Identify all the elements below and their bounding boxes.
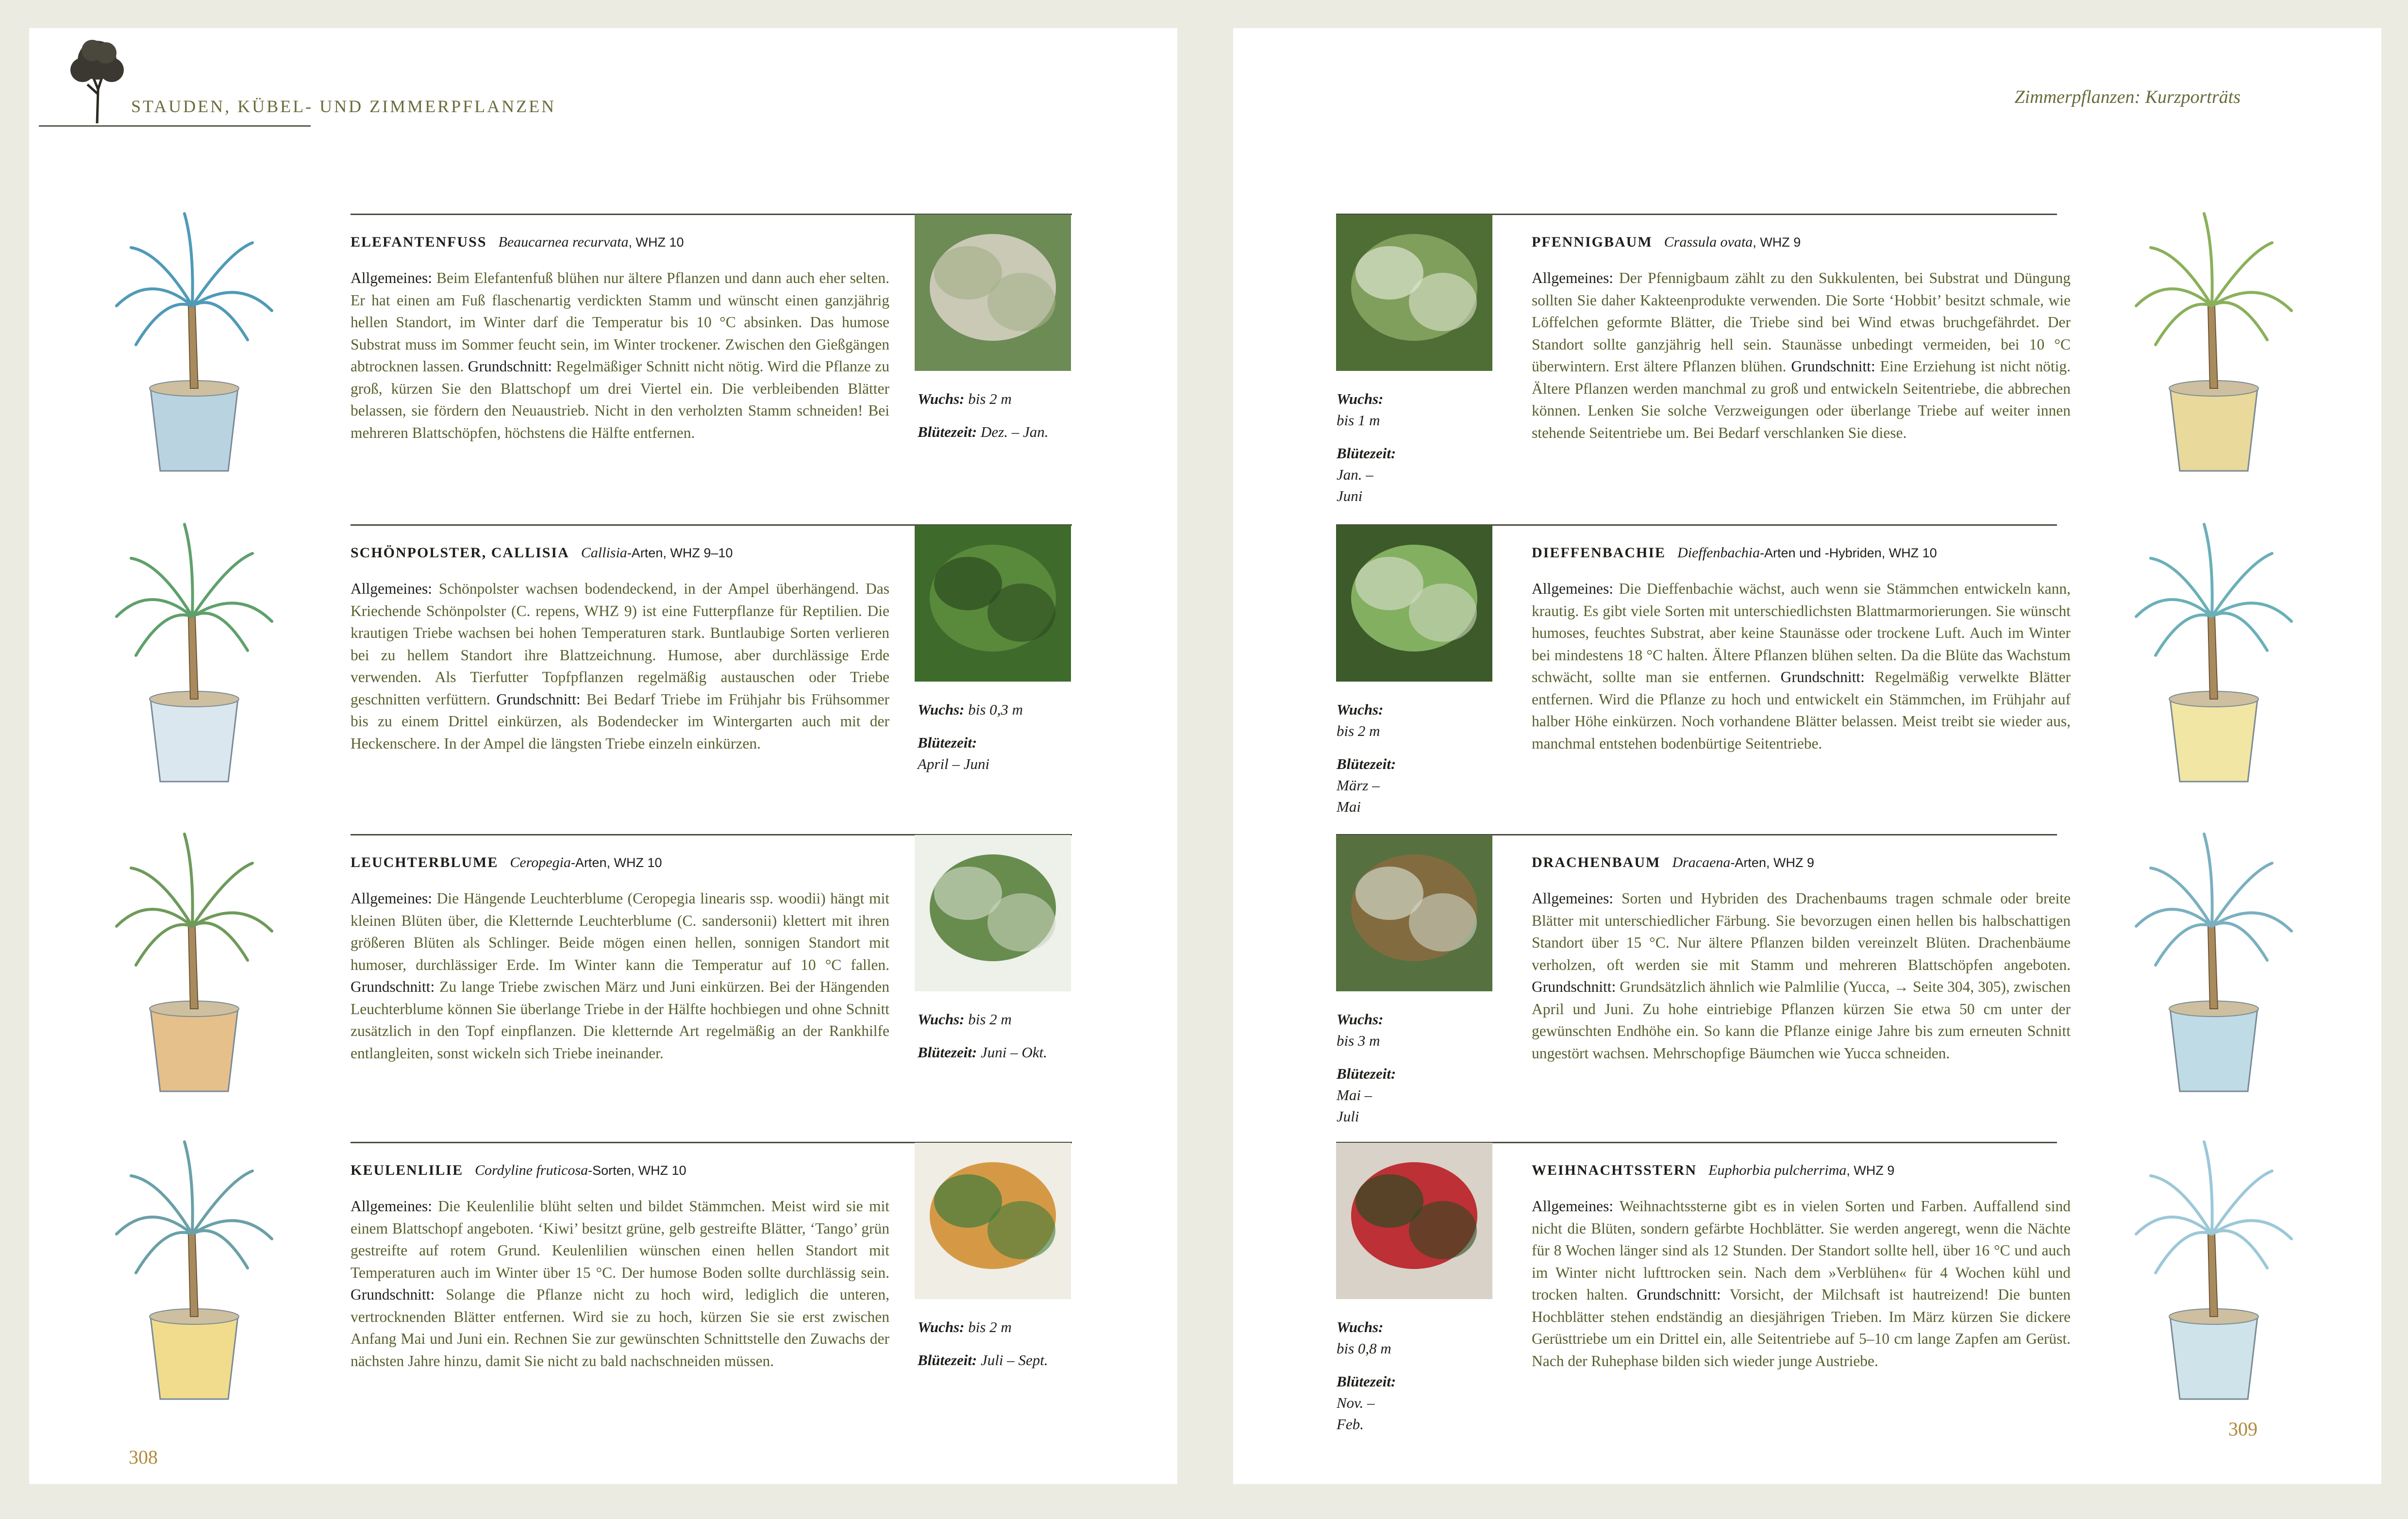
plant-photo: [1336, 835, 1492, 991]
entry-hardiness-zone: , WHZ 10: [631, 1163, 686, 1178]
pruning-text: Vorsicht, der Milchsaft ist hautreizend! Die bunten Hochblätter stehen endständig an diesjährigen Trieben. Im März kürzen Sie dickere Gerüsttriebe um ein Drittel ein, alle Seitentriebe auf 5–10 cm lange Zapfen am Gerüst. Nach der Ruhephase bilden sich wieder junge Austriebe.: [1532, 1286, 2071, 1369]
pruning-text: Solange die Pflanze nicht zu hoch wird, lediglich die unteren, vertrocknenden Blätter entfernen. Wird sie zu hoch, kürzen Sie sie erst zwischen Anfang Mai und Juni ein. Rechnen Sie zur gewünschten Schnittstelle den Zuwachs der nächsten Jahre hinzu, damit Sie nicht zu bald nachschneiden müssen.: [351, 1286, 889, 1369]
bloom-value: Nov. – Feb.: [1337, 1394, 1375, 1433]
general-label: Allgemeines:: [351, 1198, 432, 1215]
entry-description: [1532, 1195, 2071, 1372]
general-label: Allgemeines:: [351, 580, 432, 597]
entry-latin-name: Beaucarnea recurvata: [498, 234, 629, 250]
entry-latin-suffix: -Arten: [627, 546, 663, 560]
pruning-label: Grundschnitt:: [468, 358, 552, 375]
entry-title: [351, 854, 662, 871]
entry-title: [351, 234, 684, 250]
general-label: Allgemeines:: [1532, 890, 1613, 907]
entry-latin-name: Dieffenbachia: [1677, 545, 1760, 561]
bloom-value: Juni – Okt.: [981, 1044, 1047, 1061]
entry-latin-name: Dracaena: [1672, 854, 1731, 870]
entry-description: [1532, 578, 2071, 754]
entry-latin-suffix: -Arten: [1730, 855, 1766, 870]
growth-label: Wuchs:: [918, 1319, 965, 1335]
entry-title: [351, 1162, 686, 1179]
plant-photo: [1336, 1143, 1492, 1299]
growth-label: Wuchs:: [918, 1011, 965, 1028]
entry-hardiness-zone: , WHZ 9: [1766, 855, 1814, 870]
growth-value: bis 2 m: [968, 1011, 1012, 1028]
growth-value: bis 2 m: [968, 390, 1012, 407]
bloom-value: April – Juni: [918, 755, 990, 772]
bloom-value: März – Mai: [1337, 777, 1380, 815]
growth-value: bis 2 m: [968, 1319, 1012, 1335]
growth-value: bis 0,3 m: [968, 701, 1023, 718]
general-text: Die Dieffenbachie wächst, auch wenn sie Stämmchen entwickeln kann, krautig. Es gibt viele Sorten mit unterschiedlichsten Blattmarmorierungen. Sie wünscht humoses, feuchtes Substrat, aber keine Staunässe oder trockene Luft. Auch im Winter bei mindestens 18 °C halten. Ältere Pflanzen blühen selten. Da die Blüte das Wachstum schwächt, sollte man sie entfernen.: [1532, 580, 2071, 685]
entry-hardiness-zone: , WHZ 10: [606, 855, 662, 870]
bloom-label: Blütezeit:: [1337, 445, 1396, 462]
growth-label: Wuchs:: [1337, 1319, 1384, 1335]
entry-title: [351, 545, 733, 561]
pruning-text: Eine Erziehung ist nicht nötig. Ältere Pflanzen werden manchmal zu groß und entwickeln Seitentriebe, die abbrechen können. Lenken Sie solche Verzweigungen oder überlange Triebe auf weiter innen stehende Seitentriebe um. Bei Bedarf verschlanken Sie diese.: [1532, 358, 2071, 441]
entry-description: [1532, 887, 2071, 1064]
general-label: Allgemeines:: [1532, 1198, 1613, 1215]
plant-illustration: [63, 505, 325, 786]
growth-value: bis 1 m: [1337, 412, 1380, 429]
growth-label: Wuchs:: [1337, 701, 1384, 718]
general-text: Weihnachtssterne gibt es in vielen Sorten und Farben. Auffallend sind nicht die Blüten, sondern gefärbte Hochblätter. Sie werden angeregt, wenn die Nächte für 8 Wochen länger sind als 12 Stunden. Der Standort sollte hell, über 16 °C und auch im Winter nicht lufttrocken sein. Nach dem »Verblühen« für 4 Wochen kühl und trocken halten.: [1532, 1198, 2071, 1303]
entry-description: [351, 1195, 889, 1372]
entry-name: LEUCHTERBLUME: [351, 854, 499, 870]
growth-label: Wuchs:: [918, 390, 965, 407]
growth-label: Wuchs:: [1337, 1011, 1384, 1028]
bloom-label: Blütezeit:: [918, 1352, 977, 1369]
entry-latin-suffix: -Sorten: [588, 1163, 631, 1178]
growth-label: Wuchs:: [918, 701, 965, 718]
header-divider: [39, 125, 311, 127]
entry-latin-name: Crassula ovata: [1664, 234, 1753, 250]
pruning-label: Grundschnitt:: [351, 978, 435, 995]
bloom-value: Mai – Juli: [1337, 1086, 1372, 1125]
bloom-value: Juli – Sept.: [981, 1352, 1048, 1369]
plant-facts: [918, 388, 1049, 443]
entry-hardiness-zone: , WHZ 10: [628, 235, 684, 250]
general-label: Allgemeines:: [1532, 580, 1613, 597]
entry-name: ELEFANTENFUSS: [351, 234, 487, 250]
pruning-label: Grundschnitt:: [1637, 1286, 1721, 1303]
plant-photo: [915, 525, 1071, 682]
bloom-value: Jan. – Juni: [1337, 466, 1373, 504]
pruning-text: Grundsätzlich ähnlich wie Palmlilie (Yucca, → Seite 304, 305), zwischen April und Juni. Zu hohe eintriebige Pflanzen kürzen Sie etwa 50 cm unter der gewünschten Endhöhe ein. So kann die Pflanze einige Jahre bis zum erneuten Schnitt ungestört wachsen. Mehrschopfige Bäumchen wie Yucca schneiden.: [1532, 978, 2071, 1062]
plant-photo: [915, 1143, 1071, 1299]
bloom-label: Blütezeit:: [1337, 755, 1396, 772]
pruning-label: Grundschnitt:: [1532, 978, 1616, 995]
plant-illustration: [2083, 815, 2345, 1096]
plant-facts: [918, 1009, 1047, 1063]
general-text: Der Pfennigbaum zählt zu den Sukkulenten, bei Substrat und Düngung sollten Sie daher Kakteenprodukte verwenden. Die Sorte ‘Hobbit’ besitzt schmale, wie Löffelchen geformte Blätter, die Triebe sind bei Wind etwas bruchgefährdet. Der Standort sollte ganzjährig hell sein. Staunässe unbedingt vermeiden, bei 10 °C überwintern. Erst ältere Pflanzen blühen.: [1532, 269, 2071, 375]
entry-latin-name: Euphorbia pulcherrima: [1708, 1162, 1847, 1178]
entry-name: DRACHENBAUM: [1532, 854, 1661, 870]
entry-name: KEULENLILIE: [351, 1162, 464, 1178]
bloom-label: Blütezeit:: [1337, 1065, 1396, 1082]
entry-hardiness-zone: , WHZ 9: [1753, 235, 1801, 250]
entry-title: [1532, 545, 1937, 561]
entry-description: [351, 887, 889, 1064]
growth-value: bis 2 m: [1337, 722, 1380, 739]
bloom-value: Dez. – Jan.: [981, 423, 1049, 440]
general-label: Allgemeines:: [351, 269, 432, 286]
plant-photo: [1336, 525, 1492, 682]
bloom-label: Blütezeit:: [918, 734, 977, 751]
plant-illustration: [63, 1122, 325, 1404]
tree-logo-icon: [63, 31, 131, 128]
general-text: Beim Elefantenfuß blühen nur ältere Pflanzen und dann auch eher selten. Er hat einen am Fuß flaschenartig verdickten Stamm und wünscht einen ganzjährig hellen Standort, im Winter darf die Temperatur bis 10 °C absinken. Das humose Substrat muss im Sommer feucht sein, im Winter trockener. Zwischen den Gießgängen abtrocknen lassen.: [351, 269, 889, 375]
plant-facts: [918, 699, 1023, 775]
general-text: Schönpolster wachsen bodendeckend, in der Ampel überhängend. Das Kriechende Schönpolster (C. repens, WHZ 9) ist eine Futterpflanze für Reptilien. Die krautigen Triebe wachsen bei hohen Temperaturen stark. Buntlaubige Sorten verlieren bei zu hellem Standort ihre Blattzeichnung. Humose, aber durchlässige Erde verwenden. Als Tierfutter Topfpflanzen regelmäßig austauschen oder Triebe geschnitten verfüttern.: [351, 580, 889, 708]
entry-description: [351, 267, 889, 444]
plant-photo: [915, 215, 1071, 371]
pruning-text: Bei Bedarf Triebe im Frühjahr bis Frühsommer bis zu einem Drittel einkürzen, als Bodendecker im Wintergarten auch mit der Heckenschere. In der Ampel die längsten Triebe einzeln einkürzen.: [351, 690, 889, 752]
pruning-label: Grundschnitt:: [351, 1286, 435, 1303]
plant-photo: [915, 835, 1071, 991]
plant-illustration: [2083, 505, 2345, 786]
plant-photo: [1336, 215, 1492, 371]
pruning-label: Grundschnitt:: [1791, 358, 1875, 375]
growth-value: bis 3 m: [1337, 1032, 1380, 1049]
entry-name: SCHÖNPOLSTER, CALLISIA: [351, 545, 569, 561]
entry-hardiness-zone: , WHZ 9–10: [663, 546, 733, 560]
plant-facts: [1337, 1317, 1396, 1435]
entry-name: DIEFFENBACHIE: [1532, 545, 1666, 561]
growth-label: Wuchs:: [1337, 390, 1384, 407]
general-label: Allgemeines:: [1532, 269, 1613, 286]
plant-illustration: [2083, 1122, 2345, 1404]
entry-name: PFENNIGBAUM: [1532, 234, 1653, 250]
entry-description: [351, 578, 889, 754]
page-number: 308: [129, 1446, 158, 1468]
entry-title: [1532, 1162, 1894, 1179]
entry-name: WEIHNACHTSSTERN: [1532, 1162, 1697, 1178]
entry-latin-suffix: -Arten: [570, 855, 607, 870]
bloom-label: Blütezeit:: [918, 1044, 977, 1061]
general-text: Sorten und Hybriden des Drachenbaums tragen schmale oder breite Blätter mit unterschiedlicher Färbung. Sie bevorzugen einen hellen bis halbschattigen Standort über 15 °C. Nur ältere Pflanzen bilden vereinzelt Blüten. Drachenbäume verholzen, oft werden sie mit Stamm und mehreren Blattschöpfen angeboten.: [1532, 890, 2071, 973]
general-text: Die Keulenlilie blüht selten und bildet Stämmchen. Meist wird sie mit einem Blattschopf angeboten. ‘Kiwi’ besitzt grüne, gelb gestreifte Blätter, ‘Tango’ grün gestreifte auf rotem Grund. Keulenlilien wünschen einen hellen Standort mit Temperaturen auch im Winter über 15 °C. Der humose Boden sollte durchlässig sein.: [351, 1198, 889, 1281]
plant-illustration: [63, 815, 325, 1096]
bloom-label: Blütezeit:: [1337, 1373, 1396, 1390]
entry-title: [1532, 854, 1814, 871]
page-header: Zimmerpflanzen: Kurzporträts: [2014, 87, 2241, 107]
entry-latin-name: Callisia: [581, 545, 627, 561]
general-text: Die Hängende Leuchterblume (Ceropegia linearis ssp. woodii) hängt mit kleinen Blüten über, die Kletternde Leuchterblume (C. sandersonii) klettert mit ihren größeren Blüten als Schlinger. Beide mögen einen hellen, sonnigen Standort mit humoser, durchlässiger Erde. Im Winter kann die Temperatur auf 10 °C fallen.: [351, 890, 889, 973]
plant-facts: [1337, 699, 1396, 818]
page-number: 309: [2228, 1418, 2258, 1440]
entry-title: [1532, 234, 1801, 250]
entry-latin-suffix: -Arten und -Hybriden: [1760, 546, 1882, 560]
plant-facts: [1337, 388, 1396, 507]
plant-facts: [918, 1317, 1048, 1371]
pruning-label: Grundschnitt:: [496, 690, 581, 708]
entry-latin-name: Cordyline fruticosa: [475, 1162, 588, 1178]
pruning-text: Regelmäßig verwelkte Blätter entfernen. Wird die Pflanze zu hoch und entwickelt ein Stämmchen, im Frühjahr auf halber Höhe einkürzen. Noch vorhandene Blätter belassen. Meist treibt sie wieder aus, manchmal entstehen bodenbürtige Seitentriebe.: [1532, 668, 2071, 752]
plant-illustration: [63, 194, 325, 476]
bloom-label: Blütezeit:: [918, 423, 977, 440]
growth-value: bis 0,8 m: [1337, 1340, 1391, 1357]
entry-hardiness-zone: , WHZ 10: [1881, 546, 1937, 560]
page-header: STAUDEN, KÜBEL- UND ZIMMERPFLANZEN: [131, 97, 556, 116]
entry-latin-name: Ceropegia: [510, 854, 571, 870]
plant-illustration: [2083, 194, 2345, 476]
plant-facts: [1337, 1009, 1396, 1127]
pruning-text: Zu lange Triebe zwischen März und Juni einkürzen. Bei der Hängenden Leuchterblume können Sie überlange Triebe in der Hälfte hochbiegen und ohne Schnitt zusätzlich in den Topf einpflanzen. Die kletternde Art regelmäßig an der Rankhilfe entlangleiten, sonst wickeln sich Triebe ineinander.: [351, 978, 889, 1062]
entry-hardiness-zone: , WHZ 9: [1846, 1163, 1895, 1178]
entry-description: [1532, 267, 2071, 444]
general-label: Allgemeines:: [351, 890, 432, 907]
pruning-text: Regelmäßiger Schnitt nicht nötig. Wird die Pflanze zu groß, kürzen Sie den Blattschopf um drei Viertel ein. Die verbleibenden Blätter belassen, sie fördern den Neuaustrieb. Nicht in den verholzten Stamm schneiden! Bei mehreren Blattschöpfen, höchstens die Hälfte entfernen.: [351, 358, 889, 441]
pruning-label: Grundschnitt:: [1780, 668, 1865, 685]
